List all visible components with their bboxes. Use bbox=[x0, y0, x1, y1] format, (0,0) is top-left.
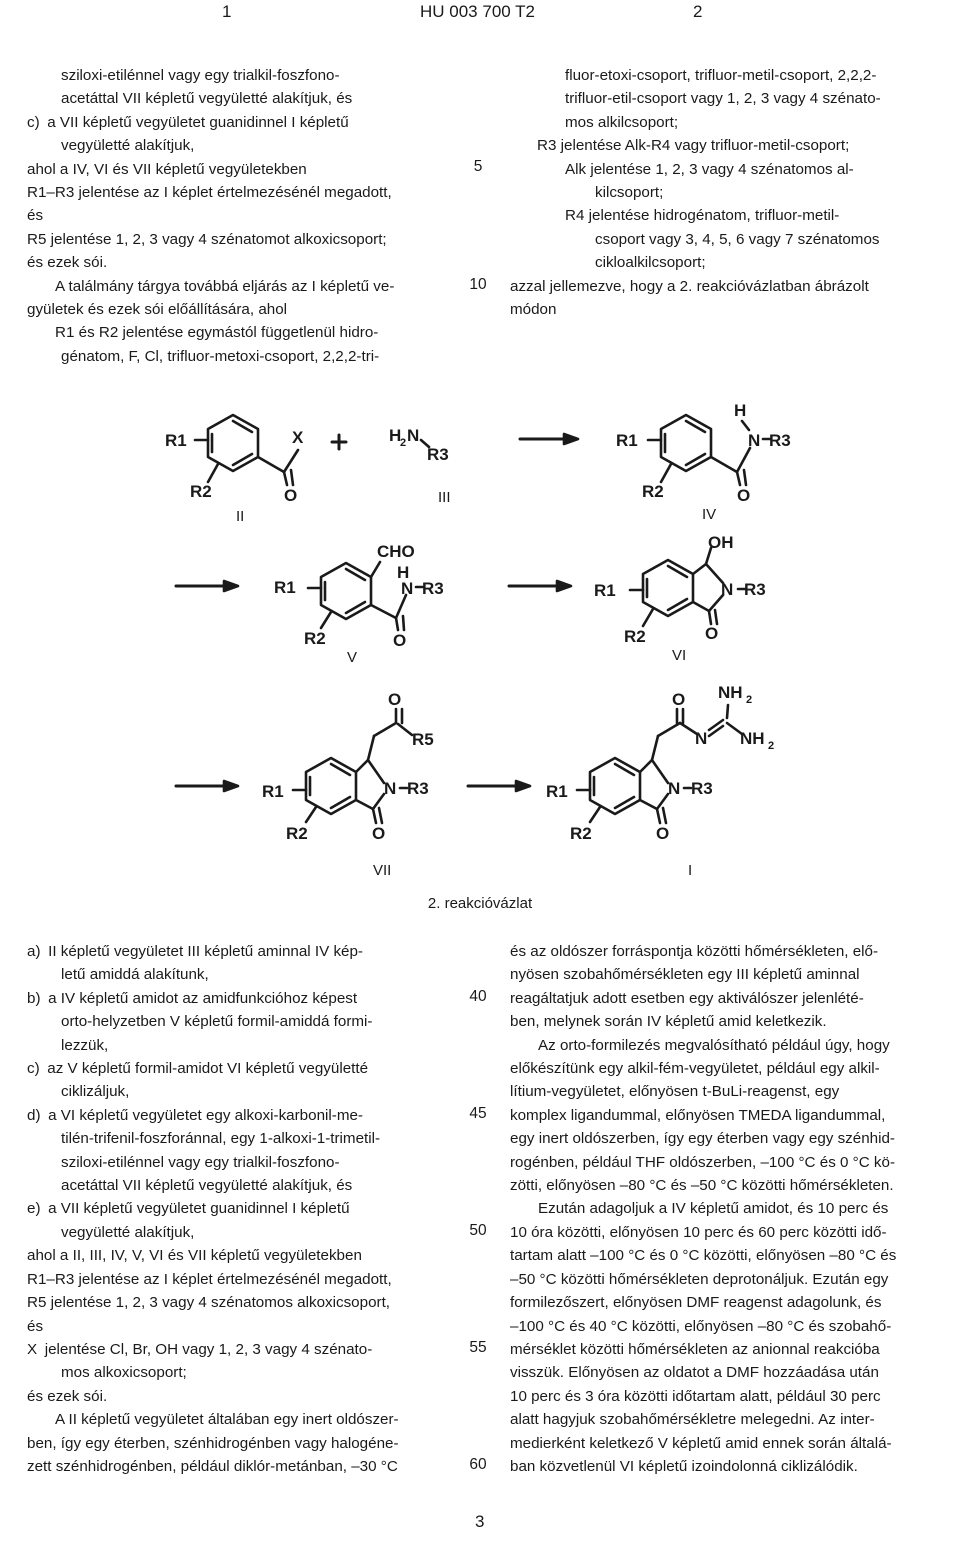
atom-label: NH bbox=[718, 683, 743, 702]
text-line: mos alkoxicsoport; bbox=[61, 1364, 187, 1382]
atom-subscript: 2 bbox=[746, 694, 753, 706]
atom-label: O bbox=[372, 824, 386, 843]
text-line: Az orto-formilezés megvalósítható például úgy, hogy bbox=[538, 1036, 890, 1054]
atom-label: X bbox=[292, 428, 304, 447]
compound-vii-structure bbox=[293, 709, 412, 823]
atom-label: R2 bbox=[304, 629, 326, 648]
text-line: sziloxi-etilénnel vagy egy trialkil-foszfono- bbox=[61, 1153, 340, 1171]
text-line: orto-helyzetben V képletű formil-amiddá formi- bbox=[61, 1013, 373, 1031]
atom-label: R5 bbox=[412, 730, 434, 749]
atom-label: H bbox=[389, 426, 402, 445]
text-line: Alk jelentése 1, 2, 3 vagy 4 szénatomos al- bbox=[565, 160, 854, 178]
atom-label: N bbox=[401, 579, 414, 598]
text-line: tilén-trifenil-foszforánnal, egy 1-alkoxi-1-trimetil- bbox=[61, 1130, 381, 1148]
plus-sign bbox=[332, 435, 346, 449]
atom-label: O bbox=[672, 690, 686, 709]
text-line: sziloxi-etilénnel vagy egy trialkil-foszfono- bbox=[61, 67, 340, 84]
line-number: 60 bbox=[469, 1456, 487, 1473]
reaction-arrow bbox=[520, 434, 578, 444]
compound-label: II bbox=[236, 508, 245, 525]
reaction-arrow bbox=[176, 581, 238, 591]
text-line: R4 jelentése hidrogénatom, trifluor-metil- bbox=[565, 207, 840, 225]
atom-label: R1 bbox=[546, 782, 568, 801]
atom-label: R3 bbox=[691, 779, 713, 798]
text-line: cikloalkilcsoport; bbox=[595, 254, 706, 272]
text-line: rogénben, például THF oldószerben, –100 °C és 0 °C kö- bbox=[510, 1153, 896, 1171]
header-patent-number: HU 003 700 T2 bbox=[420, 2, 535, 21]
atom-label: R3 bbox=[769, 431, 791, 450]
text-line: génatom, F, Cl, trifluor-metoxi-csoport, 2,2,2-tri- bbox=[61, 347, 380, 365]
compound-iv-structure bbox=[648, 415, 770, 485]
reaction-scheme bbox=[0, 390, 960, 920]
atom-label: N bbox=[668, 779, 681, 798]
atom-label: R3 bbox=[407, 779, 429, 798]
text-line: a) II képletű vegyületet III képletű aminnal IV kép- bbox=[27, 943, 363, 960]
header-left-page-number: 1 bbox=[222, 2, 232, 21]
text-line: ahol a IV, VI és VII képletű vegyületekben bbox=[27, 160, 307, 178]
text-line: d) a VI képletű vegyületet egy alkoxi-karbonil-me- bbox=[27, 1106, 363, 1124]
text-line: A találmány tárgya továbbá eljárás az I képletű ve- bbox=[55, 277, 395, 295]
atom-label: O bbox=[737, 486, 751, 505]
text-line: és az oldószer forráspontja közötti hőmérsékleten, elő- bbox=[510, 943, 879, 960]
atom-label: N bbox=[407, 426, 420, 445]
text-line: e) a VII képletű vegyületet guanidinnel I képletű bbox=[27, 1200, 350, 1218]
reaction-arrow bbox=[176, 781, 238, 791]
reaction-arrow bbox=[509, 581, 571, 591]
text-line: b) a IV képletű amidot az amidfunkcióhoz képest bbox=[27, 989, 358, 1007]
text-line: zötti, előnyösen –80 °C és –50 °C közötti hőmérsékleten. bbox=[510, 1177, 894, 1195]
bottom-left-column bbox=[27, 940, 458, 1478]
text-line: és ezek sói. bbox=[27, 1387, 108, 1405]
text-line: azzal jellemezve, hogy a 2. reakcióvázlatban ábrázolt bbox=[510, 277, 869, 295]
text-line: R1–R3 jelentése az I képlet értelmezésénél megadott, bbox=[27, 1270, 392, 1288]
atom-label: N bbox=[748, 431, 761, 450]
header-right-page-number: 2 bbox=[693, 2, 703, 21]
text-line: lítium-vegyületet, előnyösen t-BuLi-reagenst, egy bbox=[510, 1083, 840, 1101]
atom-label: R2 bbox=[570, 824, 592, 843]
compound-label: V bbox=[347, 649, 358, 666]
compound-i-structure bbox=[577, 705, 742, 823]
text-line: letű amiddá alakítunk, bbox=[61, 966, 209, 984]
text-line: ban közvetlenül VI képletű izoindolonná ciklizálódik. bbox=[510, 1457, 858, 1475]
text-line: trifluor-etil-csoport vagy 1, 2, 3 vagy 4 szénato- bbox=[565, 90, 881, 108]
atom-label: N bbox=[695, 729, 708, 748]
text-line: medierként keletkező V képletű amid ennek során általá- bbox=[510, 1434, 892, 1452]
text-line: 10 óra közötti, előnyösen 10 perc és 60 perc közötti idő- bbox=[510, 1223, 887, 1241]
atom-label: O bbox=[656, 824, 670, 843]
atom-label: R2 bbox=[286, 824, 308, 843]
text-line: acetáttal VII képletű vegyületté alakítjuk, és bbox=[61, 1177, 353, 1195]
compound-label: IV bbox=[702, 506, 717, 523]
text-line: gyületek és ezek sói előállítására, ahol bbox=[27, 301, 288, 319]
bottom-right-column bbox=[510, 940, 942, 1478]
top-left-column bbox=[27, 64, 458, 368]
text-line: tartam alatt –100 °C és 0 °C közötti, előnyösen –80 °C és bbox=[510, 1247, 897, 1265]
atom-label: O bbox=[284, 486, 298, 505]
text-line: alatt hagyjuk szobahőmérsékletre melegedni. Az inter- bbox=[510, 1411, 875, 1429]
text-line: nyösen szobahőmérsékleten egy III képletű aminnal bbox=[510, 966, 860, 984]
text-line: acetáttal VII képletű vegyületté alakítjuk, és bbox=[61, 90, 353, 108]
text-line: visszük. Előnyösen az oldatot a DMF hozzáadása után bbox=[510, 1364, 879, 1382]
text-line: X jelentése Cl, Br, OH vagy 1, 2, 3 vagy 4 szénato- bbox=[27, 1340, 373, 1358]
text-line: ben, így egy éterben, szénhidrogénben vagy halogéne- bbox=[27, 1434, 399, 1452]
atom-label: O bbox=[388, 690, 402, 709]
text-line: formilezőszert, előnyösen DMF reagenst adagolunk, és bbox=[510, 1294, 882, 1312]
line-number: 40 bbox=[469, 988, 487, 1005]
text-line: vegyületté alakítjuk, bbox=[61, 137, 195, 155]
atom-label: O bbox=[393, 631, 407, 650]
text-line: 10 perc és 3 óra közötti időtartam alatt, például 30 perc bbox=[510, 1387, 881, 1405]
text-line: c) a VII képletű vegyületet guanidinnel I képletű bbox=[27, 113, 349, 131]
atom-label: R1 bbox=[262, 782, 284, 801]
atom-label: N bbox=[721, 580, 734, 599]
text-line: és ezek sói. bbox=[27, 254, 108, 272]
text-line: egy inert oldószerben, így egy éterben vagy egy szénhid- bbox=[510, 1130, 895, 1148]
compound-label: VI bbox=[672, 647, 687, 664]
atom-label: O bbox=[705, 624, 719, 643]
line-number: 10 bbox=[469, 276, 487, 293]
text-line: A II képletű vegyületet általában egy inert oldószer- bbox=[55, 1411, 399, 1429]
line-number: 45 bbox=[469, 1105, 487, 1122]
atom-label: R2 bbox=[190, 482, 212, 501]
atom-label: R1 bbox=[616, 431, 638, 450]
text-line: –100 °C és 40 °C közötti, előnyösen –80 °C és szobahő- bbox=[510, 1317, 892, 1335]
text-line: reagáltatjuk adott esetben egy aktiválószer jelenlété- bbox=[510, 989, 864, 1007]
text-line: módon bbox=[510, 301, 557, 319]
atom-label: OH bbox=[708, 533, 734, 552]
text-line: lezzük, bbox=[61, 1036, 109, 1054]
top-right-column bbox=[510, 64, 942, 321]
scheme-caption: 2. reakcióvázlat bbox=[427, 895, 533, 912]
text-line: –50 °C közötti hőmérsékleten deprotonáljuk. Ezután egy bbox=[510, 1270, 889, 1288]
compound-label: I bbox=[688, 862, 693, 879]
text-line: vegyületté alakítjuk, bbox=[61, 1223, 195, 1241]
text-line: komplex ligandummal, előnyösen TMEDA ligandummal, bbox=[510, 1106, 886, 1124]
text-line: és bbox=[27, 1317, 44, 1335]
text-line: fluor-etoxi-csoport, trifluor-metil-csoport, 2,2,2- bbox=[565, 67, 877, 84]
compound-label: III bbox=[438, 489, 451, 506]
atom-subscript: 2 bbox=[768, 740, 775, 752]
text-line: zett szénhidrogénben, például diklór-metánban, –30 °C bbox=[27, 1457, 398, 1475]
text-line: ben, melynek során IV képletű amid keletkezik. bbox=[510, 1013, 827, 1031]
text-line: ciklizáljuk, bbox=[61, 1083, 130, 1101]
text-line: ahol a II, III, IV, V, VI és VII képletű vegyületekben bbox=[27, 1247, 362, 1265]
text-line: mos alkilcsoport; bbox=[565, 113, 679, 131]
footer-page-number: 3 bbox=[475, 1512, 485, 1531]
text-line: mérséklet közötti hőmérsékleten az anionnal reakcióba bbox=[510, 1340, 880, 1358]
atom-label: R1 bbox=[165, 431, 187, 450]
atom-label: R3 bbox=[427, 445, 449, 464]
atom-label: R2 bbox=[642, 482, 664, 501]
line-number: 55 bbox=[469, 1339, 487, 1356]
compound-label: VII bbox=[373, 862, 392, 879]
text-line: csoport vagy 3, 4, 5, 6 vagy 7 szénatomos bbox=[595, 230, 880, 248]
text-line: R5 jelentése 1, 2, 3 vagy 4 szénatomot alkoxicsoport; bbox=[27, 230, 387, 248]
text-line: R1 és R2 jelentése egymástól függetlenül hidro- bbox=[55, 324, 379, 342]
atom-label: R1 bbox=[594, 581, 616, 600]
text-line: c) az V képletű formil-amidot VI képletű vegyületté bbox=[27, 1060, 369, 1078]
atom-label: R3 bbox=[422, 579, 444, 598]
line-number: 5 bbox=[473, 158, 483, 175]
text-line: előkészítünk egy alkil-fém-vegyületet, például egy alkil- bbox=[510, 1060, 880, 1078]
atom-subscript: 2 bbox=[400, 437, 407, 449]
atom-label: R1 bbox=[274, 578, 296, 597]
text-line: és bbox=[27, 207, 44, 225]
atom-label: H bbox=[734, 401, 747, 420]
atom-label: NH bbox=[740, 729, 765, 748]
text-line: kilcsoport; bbox=[595, 184, 664, 202]
reaction-arrow bbox=[468, 781, 530, 791]
atom-label: N bbox=[384, 779, 397, 798]
line-number: 50 bbox=[469, 1222, 487, 1239]
text-line: R1–R3 jelentése az I képlet értelmezésénél megadott, bbox=[27, 184, 392, 202]
atom-label: R3 bbox=[744, 580, 766, 599]
compound-ii-structure bbox=[195, 415, 298, 485]
atom-label: R2 bbox=[624, 627, 646, 646]
atom-label: CHO bbox=[377, 542, 415, 561]
text-line: R5 jelentése 1, 2, 3 vagy 4 szénatomos alkoxicsoport, bbox=[27, 1294, 391, 1312]
text-line: R3 jelentése Alk-R4 vagy trifluor-metil-csoport; bbox=[537, 137, 850, 155]
atom-label: H bbox=[397, 563, 410, 582]
text-line: Ezután adagoljuk a IV képletű amidot, és 10 perc és bbox=[538, 1200, 889, 1218]
